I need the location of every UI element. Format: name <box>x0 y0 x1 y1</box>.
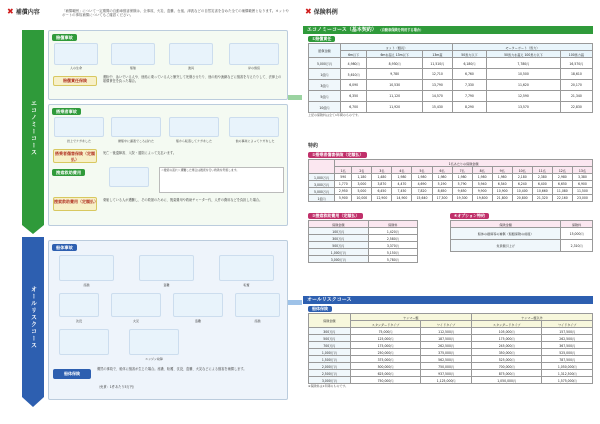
table-row <box>309 363 593 370</box>
table-row <box>309 102 593 113</box>
hull-tag: 船体保険 <box>53 369 91 379</box>
liability-foot: 上記の保険料は全て1年間のものです。 <box>308 113 361 117</box>
table-cell: 21,340 <box>560 91 592 102</box>
table-cell: 5,150円 <box>368 249 417 256</box>
table-cell: 11,500 <box>572 188 592 195</box>
row-header-cell: 船体の損傷等の補償（船艇保険の前提） <box>451 228 561 240</box>
passenger-desc: 死亡・後遺障害、入院・通院によって支払います。 <box>103 151 177 155</box>
th: 13名 <box>572 167 592 174</box>
search-rescue-tag: 捜索救助費用（定額払） <box>53 197 97 211</box>
table-cell: 20,170 <box>560 80 592 91</box>
table-cell: 12,900 <box>372 195 392 202</box>
liability-table-wrap <box>308 36 593 117</box>
th: ワイドタイプ <box>421 321 471 328</box>
row-header-cell: 700万円 <box>309 342 351 349</box>
table-cell: 5,190 <box>432 181 452 188</box>
table-cell: 1,980 <box>492 174 512 181</box>
person-illustration <box>54 43 98 65</box>
table-cell: 11,080 <box>552 188 572 195</box>
row-header-cell: 1,500万円 <box>309 356 351 363</box>
table-cell: 262,500円 <box>421 342 471 349</box>
table-cell: 1,980 <box>452 174 472 181</box>
theft-illustration <box>139 255 194 281</box>
th: 保険金額 <box>451 221 561 228</box>
passenger-table-wrap <box>308 152 593 202</box>
table-cell: 15,000円 <box>561 228 593 240</box>
table-cell: 5,000 <box>352 188 372 195</box>
th: ワイドタイプ <box>542 321 593 328</box>
table-cell: 10,660 <box>532 188 552 195</box>
table-cell: 11,920 <box>367 102 423 113</box>
caption: 盗難 <box>194 319 201 323</box>
table-cell: 4,470 <box>392 181 412 188</box>
table-cell: 10,530 <box>367 80 423 91</box>
table-cell: 562,500円 <box>421 356 471 363</box>
caption: 他の事故によってケガをした <box>235 139 275 143</box>
table-row <box>309 249 418 256</box>
table-cell: 12,590 <box>487 91 561 102</box>
table-cell: 5,790 <box>452 181 472 188</box>
table-cell: 525,000円 <box>471 356 542 363</box>
hull-table-wrap <box>308 306 593 388</box>
search-table-label: ③捜索救助費用（定額払） <box>308 213 363 219</box>
economy-title-bar <box>303 26 593 34</box>
economy-course-label: エコノミーコース <box>29 99 37 156</box>
table-cell: 157,500円 <box>542 328 593 335</box>
table-cell: 7,450 <box>392 188 412 195</box>
table-cell: 3,000 <box>352 181 372 188</box>
caption: 人の生命 <box>69 66 82 70</box>
table-cell: 8,930円 <box>367 58 423 69</box>
table-cell: 3,380 <box>572 174 592 181</box>
table-row <box>309 188 593 195</box>
hull-foot: ※保険料は1年間のものです。 <box>308 384 349 388</box>
caption: 盗難 <box>163 283 170 287</box>
hull-desc: 偶然の事故で、船体に損害が生じた場合。座礁、転覆、沈没、盗難、火災などによる損害を補償します。 <box>97 367 247 371</box>
th: 5名 <box>412 167 432 174</box>
boat-illustration <box>111 43 155 65</box>
caption: 船舶 <box>129 66 136 70</box>
table-cell: 4,980円 <box>340 58 366 69</box>
search-flow-note: ＜捜索の流れ＞遭難した場合は捜索を行い救助を実施します。 <box>159 167 284 193</box>
table-row <box>309 91 593 102</box>
th: 50馬力以下 <box>452 51 486 58</box>
th: 6m以下 <box>340 51 366 58</box>
table-cell: 2,980 <box>552 174 572 181</box>
row-header-cell: 3,000万円 <box>309 256 369 263</box>
table-row <box>309 228 418 235</box>
row-header-cell: 5,000万円 <box>309 58 341 69</box>
table-cell: 350,000円 <box>471 349 542 356</box>
overboard-illustration <box>169 117 219 137</box>
th: 50馬力を超え 100馬力以下 <box>487 51 561 58</box>
row-header-cell: 1億円 <box>309 195 335 202</box>
table-cell: 1,050,000円 <box>471 377 542 384</box>
table-cell: 19,800 <box>472 195 492 202</box>
th: 12名 <box>552 167 572 174</box>
caption: エンジン故障 <box>145 357 163 361</box>
table-cell: 700,000円 <box>471 363 542 370</box>
th: 2名 <box>352 167 372 174</box>
table-cell: 175,000円 <box>350 342 421 349</box>
right-title: 保険料例 <box>313 9 338 16</box>
table-cell: 3,370円 <box>368 242 417 249</box>
table-cell: 2,180 <box>512 174 532 181</box>
table-cell: 2,310円 <box>561 240 593 252</box>
hull-section <box>48 240 288 400</box>
th: 保険料 <box>561 221 593 228</box>
th: 9名 <box>492 167 512 174</box>
caption: 操船中に漏液でころばれた <box>117 139 154 143</box>
table-cell: 9,900 <box>472 188 492 195</box>
table-cell: 6,450 <box>372 188 392 195</box>
table-cell: 21,320 <box>532 195 552 202</box>
connector-arrow-icon <box>288 95 302 100</box>
table-cell: 375,000円 <box>421 349 471 356</box>
caption: 座礁 <box>254 319 261 323</box>
table-row <box>451 240 593 252</box>
table-row <box>309 349 593 356</box>
table-cell: 12,710 <box>422 69 452 80</box>
table-cell: 23,000 <box>572 195 592 202</box>
table-row <box>309 356 593 363</box>
table-cell: 367,500円 <box>542 342 593 349</box>
table-cell: 2,950 <box>335 188 352 195</box>
th: 4名 <box>392 167 412 174</box>
th: モーターボート（馬力） <box>452 44 592 51</box>
row-header-cell: 10億円 <box>309 102 341 113</box>
table-cell: 7,790 <box>452 91 486 102</box>
table-cell: 1,125,000円 <box>421 377 471 384</box>
option-table-body <box>451 228 593 252</box>
table-cell: 250,000円 <box>350 349 421 356</box>
table-cell: 6,350 <box>340 91 366 102</box>
table-cell: 14,900 <box>392 195 412 202</box>
hull-table-body <box>309 328 593 384</box>
table-cell: 11,120 <box>367 91 423 102</box>
table-cell: 105,000円 <box>471 328 542 335</box>
search-rescue-heading: 捜索救助費用 <box>52 169 85 176</box>
table-cell: 6,760 <box>452 69 486 80</box>
table-cell: 1,980 <box>412 174 432 181</box>
th: 1名 <box>335 167 352 174</box>
table-cell: 18,610 <box>560 69 592 80</box>
table-row <box>309 335 593 342</box>
passenger-table <box>308 159 593 202</box>
th: 保険料 <box>368 221 417 228</box>
table-cell: 22,160 <box>552 195 572 202</box>
option-table-label: ④オプション特約 <box>450 213 489 219</box>
table-cell: 875,000円 <box>471 370 542 377</box>
caption: 転覆 <box>243 283 250 287</box>
table-row <box>309 377 593 384</box>
table-cell: 625,000円 <box>350 370 421 377</box>
table-cell: 10,400 <box>512 188 532 195</box>
hull-heading: 船体事故 <box>52 244 77 251</box>
table-row <box>309 242 418 249</box>
th: スタンダードタイプ <box>350 321 421 328</box>
table-cell: 1,480 <box>372 174 392 181</box>
table-cell: 6,240 <box>512 181 532 188</box>
table-cell: 7,820 <box>412 188 432 195</box>
fall-illustration <box>111 117 161 137</box>
passenger-tag: 搭乗者傷害保険（定額払） <box>55 151 95 162</box>
table-cell: 9,650 <box>452 188 472 195</box>
th: ヤンマー艇以外 <box>471 314 592 321</box>
th: 100馬力超 <box>560 51 592 58</box>
table-cell: 6,700 <box>340 102 366 113</box>
helicopter-illustration <box>109 167 149 187</box>
caption: 漁具 <box>187 66 194 70</box>
reef-illustration <box>59 255 114 281</box>
table-cell: 175,000円 <box>471 335 542 342</box>
th: ヨット（艇長） <box>340 44 452 51</box>
connector-arrow-icon <box>288 300 302 305</box>
th: 3名 <box>372 167 392 174</box>
th: 8名 <box>472 167 492 174</box>
table-cell: 10,000 <box>352 195 372 202</box>
table-cell: 17,300 <box>432 195 452 202</box>
row-header-cell: 1,000万円 <box>309 249 369 256</box>
table-cell: 4,690 <box>412 181 432 188</box>
table-cell: 20,800 <box>512 195 532 202</box>
table-cell: 1,980 <box>432 174 452 181</box>
passenger-header-row <box>309 167 593 174</box>
caption: 岸の施設 <box>247 66 260 70</box>
allrisk-course-label: オールリスクコース <box>29 285 37 349</box>
caption: 岩上でケガをした <box>67 139 91 143</box>
row-header-cell: 3,000万円 <box>309 377 351 384</box>
table-row <box>309 235 418 242</box>
liability-heading: 賠償事故 <box>52 34 77 41</box>
row-header-cell: 免責額引上げ <box>451 240 561 252</box>
left-header <box>7 7 40 16</box>
table-cell: 1,420円 <box>368 228 417 235</box>
th: 10名 <box>512 167 532 174</box>
row-header-cell: 300万円 <box>309 328 351 335</box>
caption: 座礁 <box>83 283 90 287</box>
table-row <box>309 80 593 91</box>
allrisk-course-bar <box>22 237 44 397</box>
table-cell: 590 <box>335 174 352 181</box>
row-header-cell: 5億円 <box>309 91 341 102</box>
row-header-cell: 1,000万円 <box>309 174 335 181</box>
row-header-cell: 3億円 <box>309 80 341 91</box>
th: 保険金額 <box>309 221 369 228</box>
th: 保険金額 <box>309 314 351 328</box>
table-cell: 2,580円 <box>368 235 417 242</box>
logo-mark-icon: ✖ <box>305 6 312 16</box>
th: 6mを超え 13m以下 <box>367 51 423 58</box>
sinking-illustration <box>59 293 99 317</box>
row-header-cell: 500万円 <box>309 242 369 249</box>
table-cell: 375,000円 <box>350 356 421 363</box>
table-cell: 19,300 <box>452 195 472 202</box>
table-cell: 10,900 <box>492 188 512 195</box>
table-cell: 1,770 <box>335 181 352 188</box>
table-row <box>309 69 593 80</box>
table-cell: 6,400 <box>532 181 552 188</box>
liability-table-label: ①賠償責任 <box>308 36 335 42</box>
table-cell: 750,000円 <box>421 363 471 370</box>
table-cell: 14,570 <box>422 91 452 102</box>
th: 13m超 <box>422 51 452 58</box>
table-cell: 187,500円 <box>421 335 471 342</box>
search-table-body <box>309 228 418 263</box>
search-table <box>308 220 418 263</box>
allrisk-title-bar <box>303 296 593 304</box>
allrisk-arrow-icon <box>22 397 44 407</box>
capsize-illustration <box>219 255 274 281</box>
table-cell: 750,000円 <box>350 377 421 384</box>
table-cell: 1,575,000円 <box>542 377 593 384</box>
th: 11名 <box>532 167 552 174</box>
table-cell: 5,900 <box>335 195 352 202</box>
table-cell: 1,980 <box>392 174 412 181</box>
table-cell: 937,500円 <box>421 370 471 377</box>
table-row <box>451 228 593 240</box>
engine2-illustration <box>129 329 179 355</box>
table-cell: 6,180円 <box>452 58 486 69</box>
row-header-cell: 1億円 <box>309 69 341 80</box>
table-cell: 787,500円 <box>542 356 593 363</box>
table-cell: 245,000円 <box>471 342 542 349</box>
table-cell: 125,000円 <box>350 335 421 342</box>
option-table <box>450 220 593 252</box>
row-header-cell: 2,000万円 <box>309 363 351 370</box>
fishing-gear-illustration <box>169 43 213 65</box>
economy-course-bar <box>22 30 44 225</box>
special-title: 特約 <box>308 143 319 149</box>
table-row <box>309 342 593 349</box>
table-cell: 1,980 <box>472 174 492 181</box>
reef2-illustration <box>59 329 109 355</box>
table-row <box>309 174 593 181</box>
table-cell: 7,780円 <box>487 58 561 69</box>
option-table-wrap <box>450 213 593 252</box>
rock-illustration <box>54 117 104 137</box>
row-header-cell: 3,000万円 <box>309 181 335 188</box>
caption: 船から転落してケガをした <box>176 139 212 143</box>
economy-arrow-icon <box>22 225 44 234</box>
table-row <box>309 328 593 335</box>
table-cell: 2,380 <box>532 174 552 181</box>
economy-note: （自動車保険を利用する場合） <box>378 28 424 32</box>
table-cell: 15,430 <box>422 102 452 113</box>
table-cell: 6,900 <box>572 181 592 188</box>
table-row <box>309 58 593 69</box>
allrisk-title: オールリスクコース <box>307 297 352 303</box>
th: ヤンマー艇 <box>350 314 471 321</box>
row-header-cell: 2,500万円 <box>309 370 351 377</box>
table-cell: 6,090 <box>340 80 366 91</box>
engine-illustration <box>235 293 280 317</box>
table-cell: 75,000円 <box>350 328 421 335</box>
table-cell: 6,540 <box>492 181 512 188</box>
liability-section <box>48 30 288 100</box>
table-cell: 5,780円 <box>368 256 417 263</box>
th: 6名 <box>432 167 452 174</box>
caption: 沈没 <box>75 319 82 323</box>
table-cell: 1,180 <box>352 174 372 181</box>
injury-illustration <box>229 117 279 137</box>
table-cell: 525,000円 <box>542 349 593 356</box>
table-cell: 3,870 <box>372 181 392 188</box>
table-cell: 13,790 <box>422 80 452 91</box>
search-table-wrap <box>308 213 418 263</box>
table-cell: 8,650 <box>432 188 452 195</box>
table-cell: 5,610円 <box>340 69 366 80</box>
th: 7名 <box>452 167 472 174</box>
table-cell: 1,312,500円 <box>542 370 593 377</box>
table-cell: 112,500円 <box>421 328 471 335</box>
left-title: 補償内容 <box>15 9 40 16</box>
table-row <box>309 181 593 188</box>
passenger-table-body <box>309 174 593 202</box>
table-row <box>309 256 418 263</box>
table-cell: 262,500円 <box>542 335 593 342</box>
liability-tag: 賠償責任保険 <box>53 76 97 86</box>
table-cell: 13,570 <box>487 102 561 113</box>
fire-illustration <box>111 293 161 317</box>
pier-illustration <box>229 43 279 65</box>
table-cell: 5,940 <box>472 181 492 188</box>
th: 賠償金額 <box>309 44 341 58</box>
table-row <box>309 370 593 377</box>
hull-deductible: （免責：1件あたり5万円） <box>97 385 137 389</box>
table-cell: 15,640 <box>412 195 432 202</box>
right-header <box>305 7 338 16</box>
table-cell: 8,290 <box>452 102 486 113</box>
table-cell: 10,500 <box>487 69 561 80</box>
logo-mark-icon: ✖ <box>7 6 14 16</box>
theft2-illustration <box>173 293 223 317</box>
search-rescue-desc: 乗船している人が遭難し、その救援のために、捜索費用や救助チャーター代、人件の費用などを負担した場合。 <box>103 198 263 202</box>
th: 1名あたりの保険金額 <box>335 160 593 167</box>
row-header-cell: 300万円 <box>309 235 369 242</box>
table-cell: 22,830 <box>560 102 592 113</box>
row-header-cell: 1,000万円 <box>309 349 351 356</box>
table-cell: 11,510円 <box>422 58 452 69</box>
th: スタンダードタイプ <box>471 321 542 328</box>
liability-table-body <box>309 58 593 113</box>
table-cell: 9,780 <box>367 69 423 80</box>
table-cell: 21,800 <box>492 195 512 202</box>
table-cell: 500,000円 <box>350 363 421 370</box>
table-cell: 16,570円 <box>560 58 592 69</box>
row-header-cell: 5,000万円 <box>309 188 335 195</box>
table-cell: 11,620 <box>487 80 561 91</box>
table-cell: 7,330 <box>452 80 486 91</box>
left-intro: 「補償範囲」について一定期間の自動車損害保険は、全事故、火災、盗難、台風、津波などの自然災害を含めた全ての補償範囲となります。ヨットやボートの事故補償についてもご確認ください。 <box>62 9 289 18</box>
passenger-table-label: ②搭乗者傷害保険（定額払） <box>308 152 367 158</box>
hull-table-label: 船体保険 <box>308 306 332 312</box>
table-cell: 1,050,000円 <box>542 363 593 370</box>
caption: 火災 <box>132 319 139 323</box>
liability-table <box>308 43 593 113</box>
row-header-cell: 100万円 <box>309 228 369 235</box>
table-row <box>309 195 593 202</box>
row-header-cell: 500万円 <box>309 335 351 342</box>
liability-desc: 運転中、泳いでいる人や、他船に乗っている人と衝突して死傷させたり、他の船や漁網などに損害を与えたりして、法律上の賠償責任を負った場合。 <box>103 75 282 84</box>
economy-title: エコノミーコース（基本契約） <box>307 27 377 33</box>
passenger-heading: 搭乗者事故 <box>52 108 81 115</box>
hull-table <box>308 313 593 384</box>
table-cell: 6,650 <box>552 181 572 188</box>
passenger-section <box>48 104 288 226</box>
